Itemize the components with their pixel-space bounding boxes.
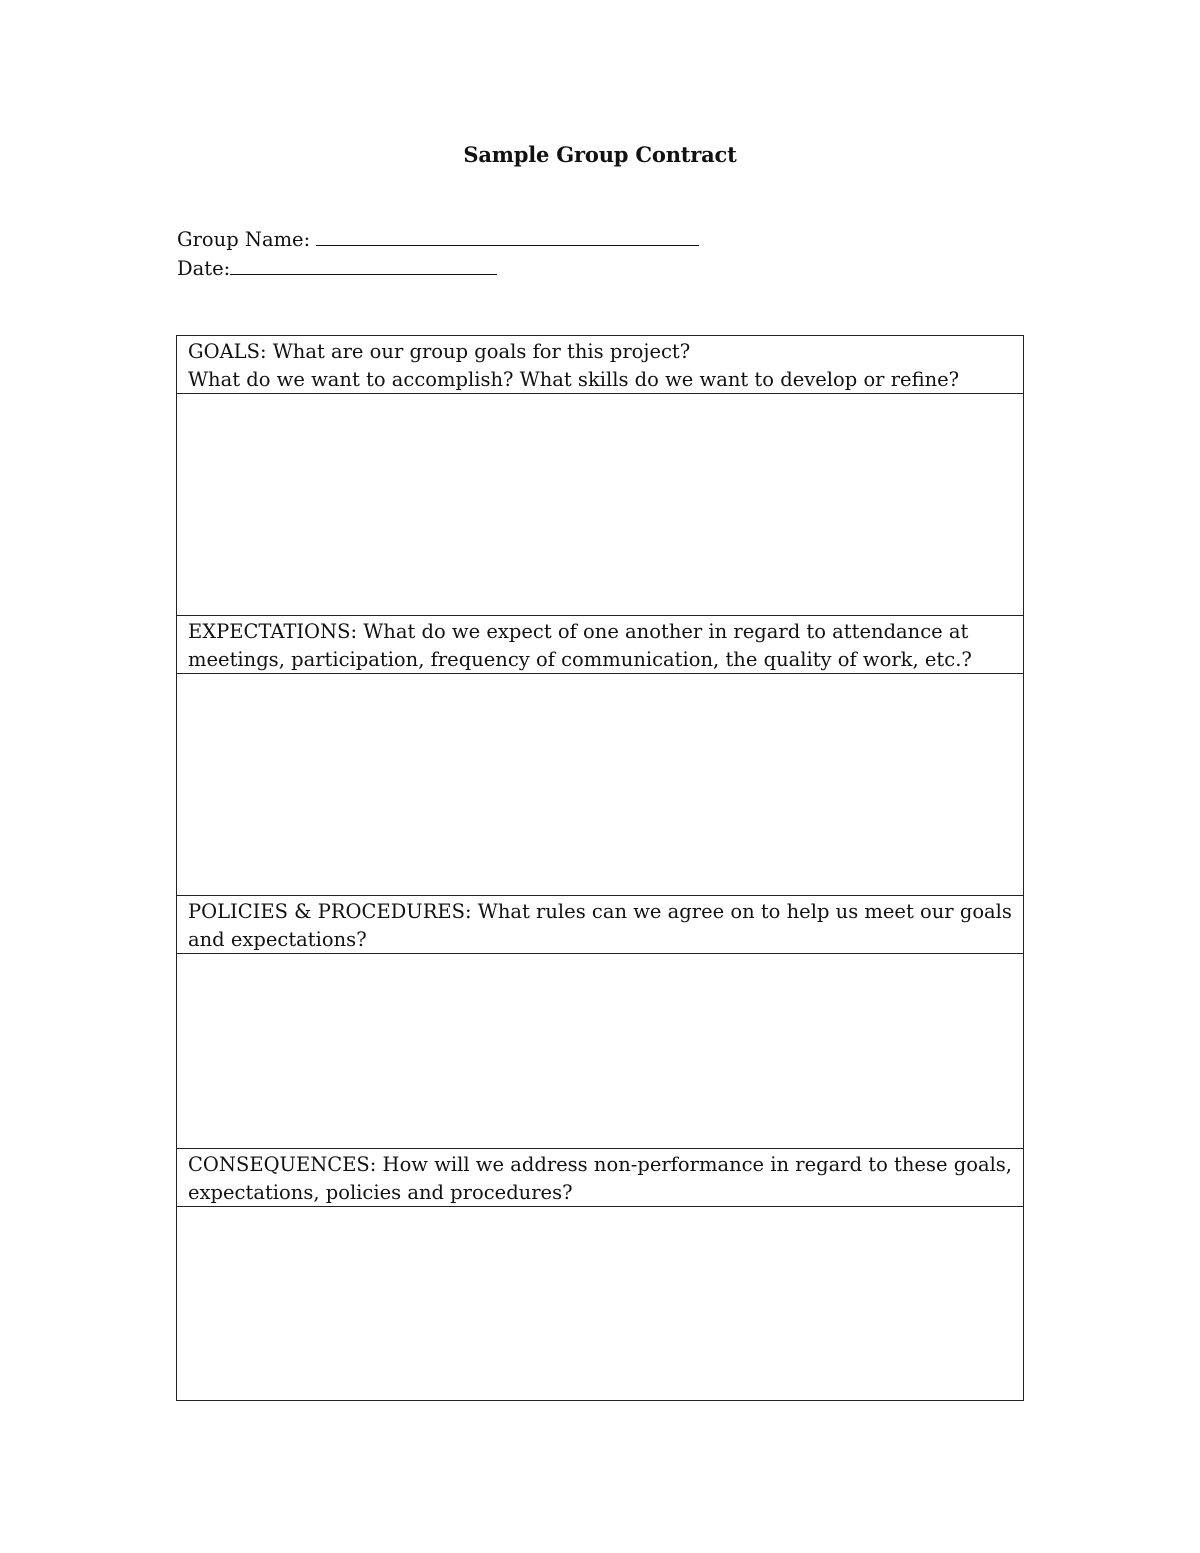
policies-prompt-row [177, 896, 1024, 954]
policies-response-area[interactable] [177, 954, 1024, 1149]
expectations-prompt-row [177, 616, 1024, 674]
goals-prompt-row [177, 336, 1024, 394]
date-blank[interactable] [230, 254, 497, 275]
contract-table [176, 335, 1024, 1401]
consequences-response-area[interactable] [177, 1207, 1024, 1401]
goals-prompt [177, 336, 1024, 394]
expectations-response-area[interactable] [177, 674, 1024, 896]
consequences-response-row [177, 1207, 1024, 1401]
expectations-response-row [177, 674, 1024, 896]
group-name-field [177, 225, 699, 254]
expectations-prompt-line-1: EXPECTATIONS: What do we expect of one another in regard to attendance at [188, 620, 969, 643]
expectations-prompt [177, 616, 1024, 674]
consequences-prompt-row [177, 1149, 1024, 1207]
goals-response-row [177, 394, 1024, 616]
policies-response-row [177, 954, 1024, 1149]
policies-prompt [177, 896, 1024, 954]
policies-prompt-line-2: and expectations? [188, 927, 367, 951]
group-name-label: Group Name: [177, 228, 311, 251]
group-name-blank[interactable] [316, 225, 699, 246]
consequences-prompt [177, 1149, 1024, 1207]
goals-prompt-line-2: What do we want to accomplish? What skills do we want to develop or refine? [188, 367, 960, 391]
page-title: Sample Group Contract [463, 142, 737, 167]
consequences-prompt-line-1: CONSEQUENCES: How will we address non-performance in regard to these goals, [188, 1153, 1013, 1176]
goals-prompt-line-1: GOALS: What are our group goals for this project? [188, 340, 691, 363]
consequences-prompt-line-2: expectations, policies and procedures? [188, 1180, 573, 1204]
goals-response-area[interactable] [177, 394, 1024, 616]
expectations-prompt-line-2: meetings, participation, frequency of communication, the quality of work, etc.? [188, 647, 972, 671]
date-label: Date: [177, 257, 231, 280]
policies-prompt-line-1: POLICIES & PROCEDURES: What rules can we agree on to help us meet our goals [188, 900, 1012, 923]
date-field [177, 254, 497, 283]
